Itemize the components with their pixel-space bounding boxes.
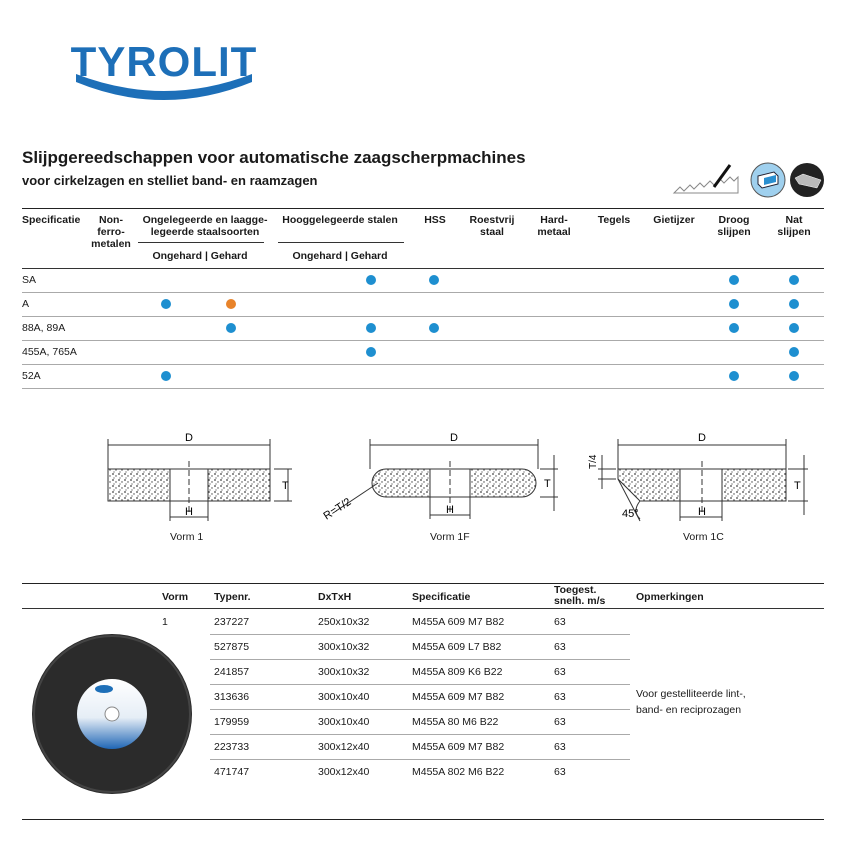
svg-text:H: H bbox=[185, 506, 193, 518]
applicability-dot bbox=[161, 299, 171, 309]
col-gietijzer: Gietijzer bbox=[653, 214, 695, 226]
snelheid-cell: 63 bbox=[554, 691, 566, 703]
specificatie-cell: M455A 609 M7 B82 bbox=[412, 691, 505, 703]
col-hss: HSS bbox=[424, 214, 446, 226]
dimensions-cell: 300x10x40 bbox=[318, 691, 370, 703]
svg-text:D: D bbox=[450, 432, 458, 444]
applicability-dot bbox=[729, 371, 739, 381]
col-typenr: Typenr. bbox=[214, 591, 251, 603]
applicability-dot bbox=[729, 323, 739, 333]
col-opmerkingen: Opmerkingen bbox=[636, 591, 704, 603]
applicability-dot bbox=[789, 323, 799, 333]
applicability-dot bbox=[789, 371, 799, 381]
page-subtitle: voor cirkelzagen en stelliet band- en raamzagen bbox=[22, 173, 318, 188]
applicability-dot bbox=[226, 323, 236, 333]
caption-vorm-1c: Vorm 1C bbox=[683, 531, 724, 543]
vorm-value: 1 bbox=[162, 616, 168, 628]
col-nat: Nat slijpen bbox=[777, 214, 811, 238]
svg-text:TYROLIT: TYROLIT bbox=[70, 38, 258, 85]
specificatie-cell: M455A 809 K6 B22 bbox=[412, 666, 503, 678]
svg-text:D: D bbox=[698, 432, 706, 444]
col-nonferro: Non- ferro- metalen bbox=[91, 214, 131, 250]
svg-text:H: H bbox=[698, 506, 706, 518]
svg-text:T: T bbox=[282, 480, 289, 492]
col-droog: Droog slijpen bbox=[717, 214, 751, 238]
typenr-cell: 313636 bbox=[214, 691, 250, 703]
caption-vorm-1: Vorm 1 bbox=[170, 531, 204, 543]
dimensions-cell: 300x10x32 bbox=[318, 641, 370, 653]
tool-icon bbox=[789, 162, 825, 198]
tyrolit-logo bbox=[70, 38, 258, 100]
caption-vorm-1f: Vorm 1F bbox=[430, 531, 470, 543]
grinding-wheel-image bbox=[30, 632, 194, 796]
svg-text:45°: 45° bbox=[622, 508, 639, 520]
col-snelheid: Toegest. snelh. m/s bbox=[554, 584, 606, 607]
dimensions-cell: 300x12x40 bbox=[318, 766, 370, 778]
applicability-dot bbox=[789, 347, 799, 357]
col-hardmetaal: Hard- metaal bbox=[537, 214, 571, 238]
applicability-dot bbox=[729, 299, 739, 309]
page-title: Slijpgereedschappen voor automatische zaagscherpmachines bbox=[22, 148, 526, 167]
col-ongelegeerde: Ongelegeerde en laagge- legeerde staalsoorten bbox=[142, 214, 268, 238]
typenr-cell: 237227 bbox=[214, 616, 250, 628]
svg-text:R=T/2: R=T/2 bbox=[321, 495, 354, 523]
svg-text:T/4: T/4 bbox=[588, 454, 599, 469]
specificatie-cell: M455A 80 M6 B22 bbox=[412, 716, 499, 728]
spec-row-label: 88A, 89A bbox=[22, 322, 66, 334]
applicability-dot bbox=[429, 275, 439, 285]
svg-text:H: H bbox=[446, 504, 454, 516]
svg-text:T: T bbox=[544, 478, 551, 490]
col-vorm: Vorm bbox=[162, 591, 189, 603]
spec-row-label: 52A bbox=[22, 370, 41, 382]
applicability-dot bbox=[366, 275, 376, 285]
dimensions-cell: 300x10x40 bbox=[318, 716, 370, 728]
snelheid-cell: 63 bbox=[554, 716, 566, 728]
applicability-dot bbox=[366, 323, 376, 333]
dimensions-cell: 300x12x40 bbox=[318, 741, 370, 753]
diagram-vorm-1c bbox=[580, 425, 820, 545]
dimensions-cell: 250x10x32 bbox=[318, 616, 370, 628]
spec-row-label: SA bbox=[22, 274, 37, 286]
specificatie-cell: M455A 609 M7 B82 bbox=[412, 741, 505, 753]
spec-row-label: A bbox=[22, 298, 30, 310]
snelheid-cell: 63 bbox=[554, 766, 566, 778]
typenr-cell: 179959 bbox=[214, 716, 250, 728]
diagram-vorm-1f bbox=[318, 425, 568, 545]
snelheid-cell: 63 bbox=[554, 641, 566, 653]
col-ongelegeerde-sub: Ongehard | Gehard bbox=[152, 250, 248, 262]
applicability-dot bbox=[226, 299, 236, 309]
steel-profile-icon bbox=[750, 162, 786, 198]
diagram-vorm-1 bbox=[100, 425, 300, 545]
applicability-dot bbox=[429, 323, 439, 333]
col-specificatie: Specificatie bbox=[412, 591, 471, 603]
col-roestvrij: Roestvrij staal bbox=[469, 214, 515, 238]
col-tegels: Tegels bbox=[597, 214, 631, 226]
specificatie-cell: M455A 609 L7 B82 bbox=[412, 641, 502, 653]
specificatie-cell: M455A 609 M7 B82 bbox=[412, 616, 505, 628]
specificatie-cell: M455A 802 M6 B22 bbox=[412, 766, 505, 778]
col-hooggelegeerde: Hooggelegeerde stalen bbox=[282, 214, 398, 226]
dimensions-cell: 300x10x32 bbox=[318, 666, 370, 678]
remark-text: Voor gestelliteerde lint-, band- en reciprozagen bbox=[636, 688, 746, 716]
typenr-cell: 223733 bbox=[214, 741, 250, 753]
svg-text:D: D bbox=[185, 432, 193, 444]
snelheid-cell: 63 bbox=[554, 741, 566, 753]
col-dxtxh: DxTxH bbox=[318, 591, 352, 603]
svg-text:T: T bbox=[794, 480, 801, 492]
col-specificatie: Specificatie bbox=[22, 214, 81, 226]
typenr-cell: 241857 bbox=[214, 666, 250, 678]
snelheid-cell: 63 bbox=[554, 616, 566, 628]
applicability-dot bbox=[789, 275, 799, 285]
applicability-dot bbox=[789, 299, 799, 309]
applicability-dot bbox=[729, 275, 739, 285]
col-hooggelegeerde-sub: Ongehard | Gehard bbox=[292, 250, 388, 262]
saw-blade-icon bbox=[672, 163, 744, 197]
snelheid-cell: 63 bbox=[554, 666, 566, 678]
typenr-cell: 527875 bbox=[214, 641, 250, 653]
applicability-dot bbox=[161, 371, 171, 381]
typenr-cell: 471747 bbox=[214, 766, 250, 778]
applicability-dot bbox=[366, 347, 376, 357]
spec-row-label: 455A, 765A bbox=[22, 346, 77, 358]
